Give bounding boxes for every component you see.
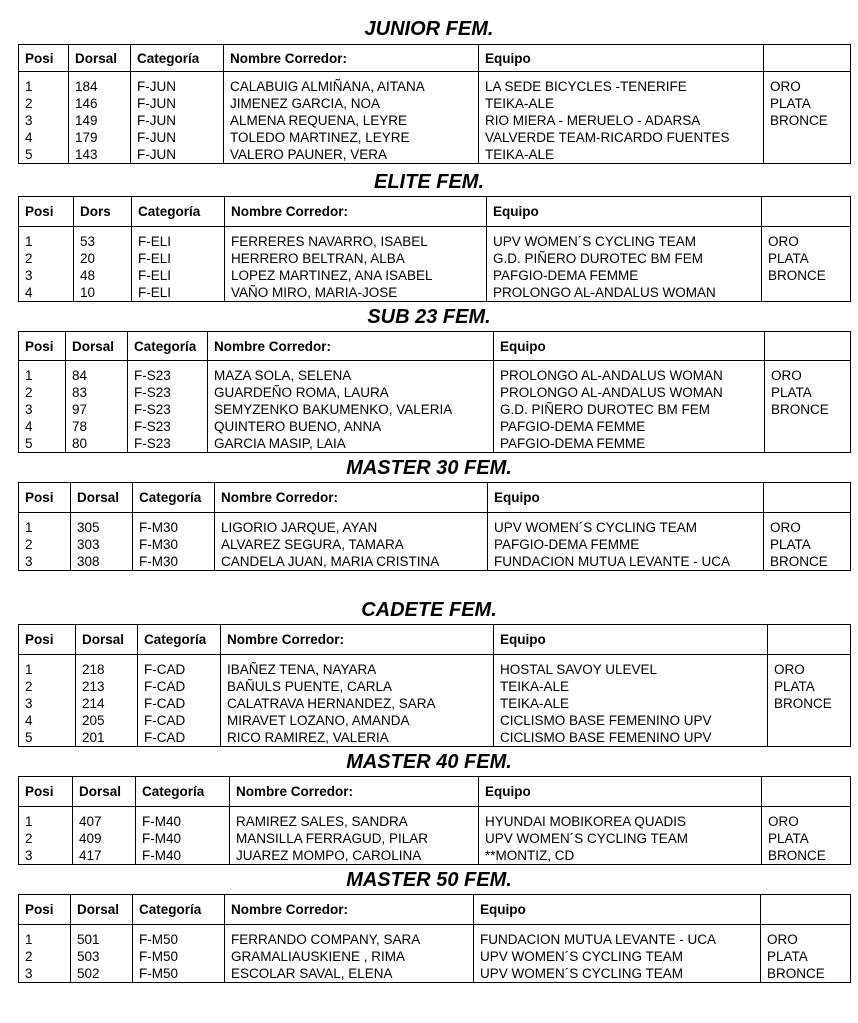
cell-pos: 5: [19, 435, 66, 453]
header-pos: Posi: [19, 777, 73, 807]
cell-team: TEIKA-ALE: [479, 95, 764, 112]
cell-medal: PLATA: [768, 678, 851, 695]
cell-dorsal: 184: [69, 72, 131, 96]
cell-category: F-CAD: [138, 695, 221, 712]
cell-team: HOSTAL SAVOY ULEVEL: [494, 655, 768, 679]
cell-dorsal: 308: [71, 553, 133, 571]
cell-team: G.D. PIÑERO DUROTEC BM FEM: [494, 401, 765, 418]
cell-medal: PLATA: [765, 384, 851, 401]
header-medal: [764, 45, 851, 72]
cell-pos: 4: [19, 418, 66, 435]
table-row: [19, 729, 851, 747]
cell-category: F-CAD: [138, 655, 221, 679]
cell-rider-name: MANSILLA FERRAGUD, PILAR: [230, 830, 479, 847]
cell-rider-name: GARCIA MASIP, LAIA: [208, 435, 494, 453]
cell-team: CICLISMO BASE FEMENINO UPV: [494, 729, 768, 747]
cell-rider-name: IBAÑEZ TENA, NAYARA: [221, 655, 494, 679]
cell-team: PAFGIO-DEMA FEMME: [494, 435, 765, 453]
cell-rider-name: QUINTERO BUENO, ANNA: [208, 418, 494, 435]
header-category: Categoría: [128, 332, 208, 361]
header-pos: Posi: [19, 197, 74, 227]
table-header-row: [19, 197, 851, 227]
table-row: [19, 384, 851, 401]
cell-category: F-JUN: [131, 129, 224, 146]
cell-category: F-JUN: [131, 146, 224, 164]
cell-medal: PLATA: [762, 250, 851, 267]
cell-team: PAFGIO-DEMA FEMME: [494, 418, 765, 435]
cell-dorsal: 143: [69, 146, 131, 164]
cell-medal: ORO: [762, 807, 851, 831]
table-row: [19, 695, 851, 712]
results-table-cadete-fem: [18, 624, 851, 747]
cell-rider-name: ALMENA REQUENA, LEYRE: [224, 112, 479, 129]
cell-medal: ORO: [764, 72, 851, 96]
cell-team: UPV WOMEN´S CYCLING TEAM: [488, 513, 764, 537]
cell-pos: 5: [19, 146, 69, 164]
cell-rider-name: VAÑO MIRO, MARIA-JOSE: [225, 284, 487, 302]
cell-dorsal: 149: [69, 112, 131, 129]
cell-team: FUNDACION MUTUA LEVANTE - UCA: [474, 925, 761, 949]
cell-category: F-M30: [133, 536, 215, 553]
cell-pos: 3: [19, 112, 69, 129]
table-row: [19, 830, 851, 847]
header-category: Categoría: [133, 483, 215, 513]
results-table-junior-fem: [18, 44, 851, 164]
cell-dorsal: 503: [71, 948, 133, 965]
cell-rider-name: MIRAVET LOZANO, AMANDA: [221, 712, 494, 729]
header-rider-name: Nombre Corredor:: [225, 197, 487, 227]
cell-medal: [762, 284, 851, 302]
table-header-row: [19, 45, 851, 72]
cell-pos: 2: [19, 384, 66, 401]
header-team: Equipo: [487, 197, 762, 227]
section-title-cadete-fem: CADETE FEM.: [361, 599, 497, 621]
cell-team: HYUNDAI MOBIKOREA QUADIS: [479, 807, 762, 831]
cell-category: F-JUN: [131, 95, 224, 112]
header-pos: Posi: [19, 483, 71, 513]
header-medal: [768, 625, 851, 655]
cell-medal: ORO: [764, 513, 851, 537]
table-row: [19, 267, 851, 284]
header-dorsal: Dors: [74, 197, 132, 227]
header-dorsal: Dorsal: [66, 332, 128, 361]
cell-dorsal: 201: [76, 729, 138, 747]
header-medal: [762, 777, 851, 807]
table-row: [19, 553, 851, 571]
cell-team: CICLISMO BASE FEMENINO UPV: [494, 712, 768, 729]
cell-pos: 1: [19, 513, 71, 537]
cell-medal: ORO: [765, 361, 851, 385]
cell-category: F-M50: [133, 925, 225, 949]
cell-pos: 5: [19, 729, 76, 747]
cell-medal: PLATA: [762, 830, 851, 847]
cell-rider-name: RICO RAMIREZ, VALERIA: [221, 729, 494, 747]
cell-category: F-M40: [136, 807, 230, 831]
section-title-elite-fem: ELITE FEM.: [374, 171, 484, 193]
cell-medal: BRONCE: [764, 112, 851, 129]
cell-rider-name: MAZA SOLA, SELENA: [208, 361, 494, 385]
cell-category: F-ELI: [132, 227, 225, 251]
cell-team: VALVERDE TEAM-RICARDO FUENTES: [479, 129, 764, 146]
cell-dorsal: 97: [66, 401, 128, 418]
table-row: [19, 112, 851, 129]
results-table-elite-fem: [18, 196, 851, 302]
cell-category: F-M50: [133, 948, 225, 965]
cell-team: PAFGIO-DEMA FEMME: [487, 267, 762, 284]
cell-rider-name: GRAMALIAUSKIENE , RIMA: [225, 948, 474, 965]
cell-rider-name: LIGORIO JARQUE, AYAN: [215, 513, 488, 537]
cell-team: UPV WOMEN´S CYCLING TEAM: [474, 948, 761, 965]
cell-category: F-CAD: [138, 678, 221, 695]
cell-medal: BRONCE: [764, 553, 851, 571]
table-header-row: [19, 483, 851, 513]
table-row: [19, 712, 851, 729]
header-category: Categoría: [136, 777, 230, 807]
cell-dorsal: 303: [71, 536, 133, 553]
cell-rider-name: ALVAREZ SEGURA, TAMARA: [215, 536, 488, 553]
cell-pos: 3: [19, 401, 66, 418]
cell-team: LA SEDE BICYCLES -TENERIFE: [479, 72, 764, 96]
header-rider-name: Nombre Corredor:: [221, 625, 494, 655]
cell-team: FUNDACION MUTUA LEVANTE - UCA: [488, 553, 764, 571]
cell-category: F-M30: [133, 513, 215, 537]
cell-category: F-M30: [133, 553, 215, 571]
cell-category: F-ELI: [132, 284, 225, 302]
cell-category: F-M50: [133, 965, 225, 983]
cell-category: F-S23: [128, 418, 208, 435]
cell-team: UPV WOMEN´S CYCLING TEAM: [487, 227, 762, 251]
header-pos: Posi: [19, 625, 76, 655]
cell-dorsal: 214: [76, 695, 138, 712]
cell-category: F-S23: [128, 401, 208, 418]
cell-pos: 4: [19, 712, 76, 729]
table-row: [19, 250, 851, 267]
table-row: [19, 401, 851, 418]
table-row: [19, 807, 851, 831]
section-title-sub-23-fem: SUB 23 FEM.: [367, 306, 491, 328]
cell-category: F-CAD: [138, 712, 221, 729]
cell-category: F-S23: [128, 361, 208, 385]
cell-team: PROLONGO AL-ANDALUS WOMAN: [494, 384, 765, 401]
header-dorsal: Dorsal: [71, 895, 133, 925]
cell-pos: 1: [19, 361, 66, 385]
cell-rider-name: TOLEDO MARTINEZ, LEYRE: [224, 129, 479, 146]
cell-dorsal: 218: [76, 655, 138, 679]
cell-dorsal: 205: [76, 712, 138, 729]
cell-pos: 3: [19, 695, 76, 712]
cell-medal: ORO: [762, 227, 851, 251]
cell-medal: PLATA: [764, 95, 851, 112]
cell-medal: BRONCE: [762, 267, 851, 284]
cell-pos: 3: [19, 267, 74, 284]
results-table-master-50-fem: [18, 894, 851, 983]
cell-dorsal: 417: [73, 847, 136, 865]
table-row: [19, 435, 851, 453]
table-row: [19, 95, 851, 112]
table-row: [19, 146, 851, 164]
cell-dorsal: 146: [69, 95, 131, 112]
cell-rider-name: GUARDEÑO ROMA, LAURA: [208, 384, 494, 401]
cell-rider-name: VALERO PAUNER, VERA: [224, 146, 479, 164]
header-rider-name: Nombre Corredor:: [225, 895, 474, 925]
cell-pos: 4: [19, 284, 74, 302]
cell-dorsal: 179: [69, 129, 131, 146]
cell-pos: 2: [19, 678, 76, 695]
cell-pos: 2: [19, 830, 73, 847]
cell-category: F-JUN: [131, 112, 224, 129]
cell-category: F-CAD: [138, 729, 221, 747]
cell-rider-name: JIMENEZ GARCIA, NOA: [224, 95, 479, 112]
header-medal: [762, 197, 851, 227]
cell-pos: 2: [19, 95, 69, 112]
cell-medal: [768, 729, 851, 747]
cell-pos: 2: [19, 536, 71, 553]
header-dorsal: Dorsal: [71, 483, 133, 513]
table-row: [19, 513, 851, 537]
cell-dorsal: 213: [76, 678, 138, 695]
table-header-row: [19, 777, 851, 807]
cell-pos: 1: [19, 807, 73, 831]
cell-category: F-M40: [136, 847, 230, 865]
cell-rider-name: SEMYZENKO BAKUMENKO, VALERIA: [208, 401, 494, 418]
cell-medal: [764, 146, 851, 164]
header-pos: Posi: [19, 332, 66, 361]
table-header-row: [19, 895, 851, 925]
cell-dorsal: 407: [73, 807, 136, 831]
cell-dorsal: 80: [66, 435, 128, 453]
cell-rider-name: FERRERES NAVARRO, ISABEL: [225, 227, 487, 251]
table-row: [19, 418, 851, 435]
table-header-row: [19, 332, 851, 361]
header-team: Equipo: [479, 45, 764, 72]
table-header-row: [19, 625, 851, 655]
cell-team: **MONTIZ, CD: [479, 847, 762, 865]
header-rider-name: Nombre Corredor:: [215, 483, 488, 513]
cell-dorsal: 502: [71, 965, 133, 983]
header-rider-name: Nombre Corredor:: [224, 45, 479, 72]
table-row: [19, 847, 851, 865]
cell-rider-name: HERRERO BELTRAN, ALBA: [225, 250, 487, 267]
cell-category: F-ELI: [132, 267, 225, 284]
header-rider-name: Nombre Corredor:: [230, 777, 479, 807]
cell-medal: BRONCE: [768, 695, 851, 712]
cell-pos: 2: [19, 250, 74, 267]
cell-dorsal: 20: [74, 250, 132, 267]
cell-medal: [765, 435, 851, 453]
cell-pos: 3: [19, 847, 73, 865]
section-title-master-30-fem: MASTER 30 FEM.: [346, 457, 512, 479]
cell-dorsal: 305: [71, 513, 133, 537]
header-team: Equipo: [474, 895, 761, 925]
header-category: Categoría: [138, 625, 221, 655]
cell-dorsal: 10: [74, 284, 132, 302]
header-category: Categoría: [132, 197, 225, 227]
header-medal: [761, 895, 851, 925]
cell-medal: ORO: [761, 925, 851, 949]
cell-pos: 1: [19, 227, 74, 251]
cell-team: G.D. PIÑERO DUROTEC BM FEM: [487, 250, 762, 267]
cell-dorsal: 83: [66, 384, 128, 401]
cell-rider-name: JUAREZ MOMPO, CAROLINA: [230, 847, 479, 865]
cell-pos: 3: [19, 965, 71, 983]
cell-pos: 1: [19, 72, 69, 96]
cell-medal: PLATA: [761, 948, 851, 965]
header-dorsal: Dorsal: [76, 625, 138, 655]
header-pos: Posi: [19, 895, 71, 925]
cell-category: F-ELI: [132, 250, 225, 267]
cell-team: RIO MIERA - MERUELO - ADARSA: [479, 112, 764, 129]
header-rider-name: Nombre Corredor:: [208, 332, 494, 361]
cell-dorsal: 48: [74, 267, 132, 284]
cell-medal: [765, 418, 851, 435]
cell-category: F-S23: [128, 435, 208, 453]
cell-team: TEIKA-ALE: [494, 695, 768, 712]
section-title-junior-fem: JUNIOR FEM.: [364, 18, 494, 40]
cell-pos: 3: [19, 553, 71, 571]
cell-medal: ORO: [768, 655, 851, 679]
header-medal: [765, 332, 851, 361]
header-team: Equipo: [494, 332, 765, 361]
table-row: [19, 678, 851, 695]
cell-rider-name: BAÑULS PUENTE, CARLA: [221, 678, 494, 695]
cell-dorsal: 501: [71, 925, 133, 949]
header-category: Categoría: [133, 895, 225, 925]
table-row: [19, 948, 851, 965]
section-title-master-50-fem: MASTER 50 FEM.: [346, 869, 512, 891]
cell-category: F-M40: [136, 830, 230, 847]
cell-medal: BRONCE: [761, 965, 851, 983]
cell-rider-name: FERRANDO COMPANY, SARA: [225, 925, 474, 949]
results-table-master-30-fem: [18, 482, 851, 571]
cell-medal: [768, 712, 851, 729]
cell-medal: BRONCE: [765, 401, 851, 418]
cell-pos: 2: [19, 948, 71, 965]
cell-team: UPV WOMEN´S CYCLING TEAM: [474, 965, 761, 983]
header-dorsal: Dorsal: [73, 777, 136, 807]
table-row: [19, 925, 851, 949]
cell-pos: 1: [19, 655, 76, 679]
table-row: [19, 536, 851, 553]
cell-team: TEIKA-ALE: [494, 678, 768, 695]
cell-dorsal: 84: [66, 361, 128, 385]
header-team: Equipo: [488, 483, 764, 513]
cell-medal: [764, 129, 851, 146]
cell-rider-name: CANDELA JUAN, MARIA CRISTINA: [215, 553, 488, 571]
cell-category: F-S23: [128, 384, 208, 401]
header-team: Equipo: [494, 625, 768, 655]
cell-team: PAFGIO-DEMA FEMME: [488, 536, 764, 553]
cell-rider-name: CALABUIG ALMIÑANA, AITANA: [224, 72, 479, 96]
cell-rider-name: ESCOLAR SAVAL, ELENA: [225, 965, 474, 983]
table-row: [19, 361, 851, 385]
header-dorsal: Dorsal: [69, 45, 131, 72]
cell-rider-name: CALATRAVA HERNANDEZ, SARA: [221, 695, 494, 712]
section-title-master-40-fem: MASTER 40 FEM.: [346, 751, 512, 773]
table-row: [19, 129, 851, 146]
cell-medal: BRONCE: [762, 847, 851, 865]
results-table-sub-23-fem: [18, 331, 851, 453]
cell-dorsal: 53: [74, 227, 132, 251]
cell-rider-name: LOPEZ MARTINEZ, ANA ISABEL: [225, 267, 487, 284]
header-pos: Posi: [19, 45, 69, 72]
cell-pos: 4: [19, 129, 69, 146]
header-medal: [764, 483, 851, 513]
table-row: [19, 655, 851, 679]
cell-pos: 1: [19, 925, 71, 949]
cell-dorsal: 409: [73, 830, 136, 847]
table-row: [19, 284, 851, 302]
results-table-master-40-fem: [18, 776, 851, 865]
table-row: [19, 227, 851, 251]
table-row: [19, 965, 851, 983]
table-row: [19, 72, 851, 96]
header-team: Equipo: [479, 777, 762, 807]
cell-team: PROLONGO AL-ANDALUS WOMAN: [494, 361, 765, 385]
cell-team: UPV WOMEN´S CYCLING TEAM: [479, 830, 762, 847]
cell-rider-name: RAMIREZ SALES, SANDRA: [230, 807, 479, 831]
cell-dorsal: 78: [66, 418, 128, 435]
header-category: Categoría: [131, 45, 224, 72]
cell-team: TEIKA-ALE: [479, 146, 764, 164]
cell-team: PROLONGO AL-ANDALUS WOMAN: [487, 284, 762, 302]
cell-medal: PLATA: [764, 536, 851, 553]
cell-category: F-JUN: [131, 72, 224, 96]
